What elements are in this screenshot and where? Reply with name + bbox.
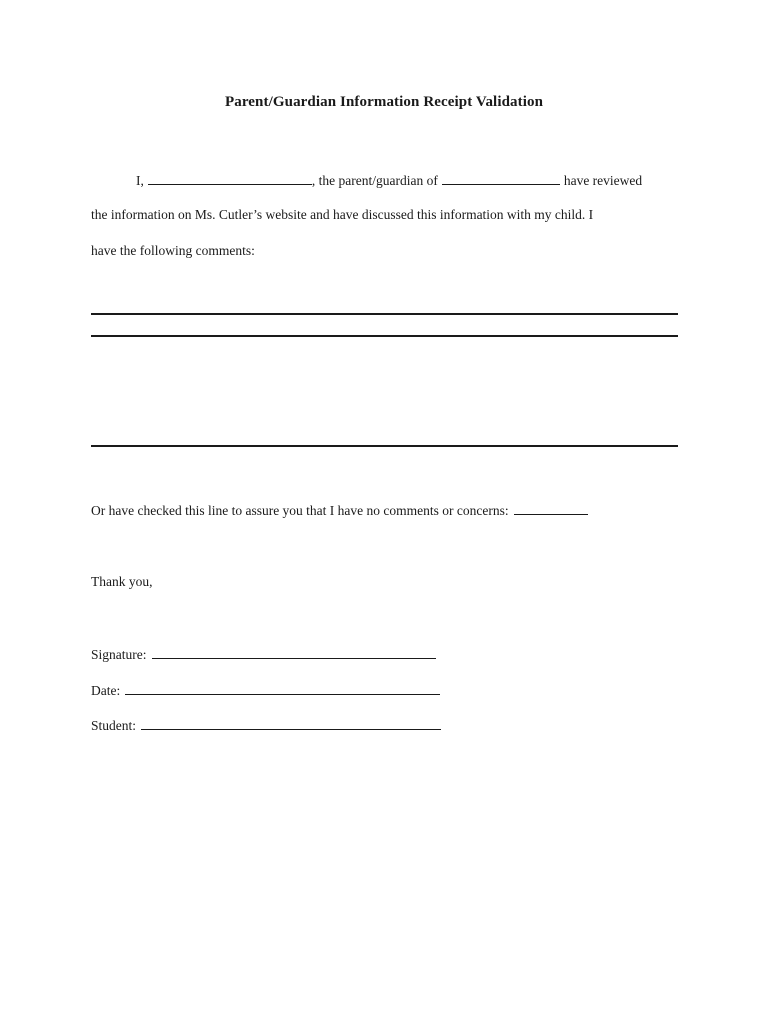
child-name-blank[interactable]: [442, 172, 560, 185]
student-label: Student:: [91, 718, 137, 733]
paragraph-line-2: the information on Ms. Cutler’s website and have discussed this information with my child. I: [91, 207, 594, 222]
comment-line-2[interactable]: [91, 335, 678, 337]
signature-field[interactable]: [152, 646, 436, 659]
paragraph-line-1-end: have reviewed: [563, 173, 643, 188]
comment-line-3[interactable]: [91, 445, 678, 447]
paragraph-line-1: [136, 172, 642, 189]
date-row: [91, 682, 440, 699]
date-field[interactable]: [125, 682, 440, 695]
parent-name-blank[interactable]: [148, 172, 312, 185]
paragraph-line-1-start: I,: [136, 173, 144, 188]
paragraph-line-1-mid: , the parent/guardian of: [311, 173, 438, 188]
closing-text: Thank you,: [91, 574, 153, 589]
no-comments-checkline[interactable]: [514, 502, 588, 515]
signature-label: Signature:: [91, 647, 147, 662]
student-row: [91, 717, 441, 734]
signature-row: [91, 646, 436, 663]
document-title: Parent/Guardian Information Receipt Validation: [224, 94, 544, 110]
paragraph-line-3: have the following comments:: [91, 243, 255, 258]
student-field[interactable]: [141, 717, 441, 730]
no-comments-text: Or have checked this line to assure you that I have no comments or concerns:: [91, 503, 509, 518]
date-label: Date:: [91, 683, 121, 698]
no-comments-line: [91, 502, 588, 519]
comment-line-1[interactable]: [91, 313, 678, 315]
